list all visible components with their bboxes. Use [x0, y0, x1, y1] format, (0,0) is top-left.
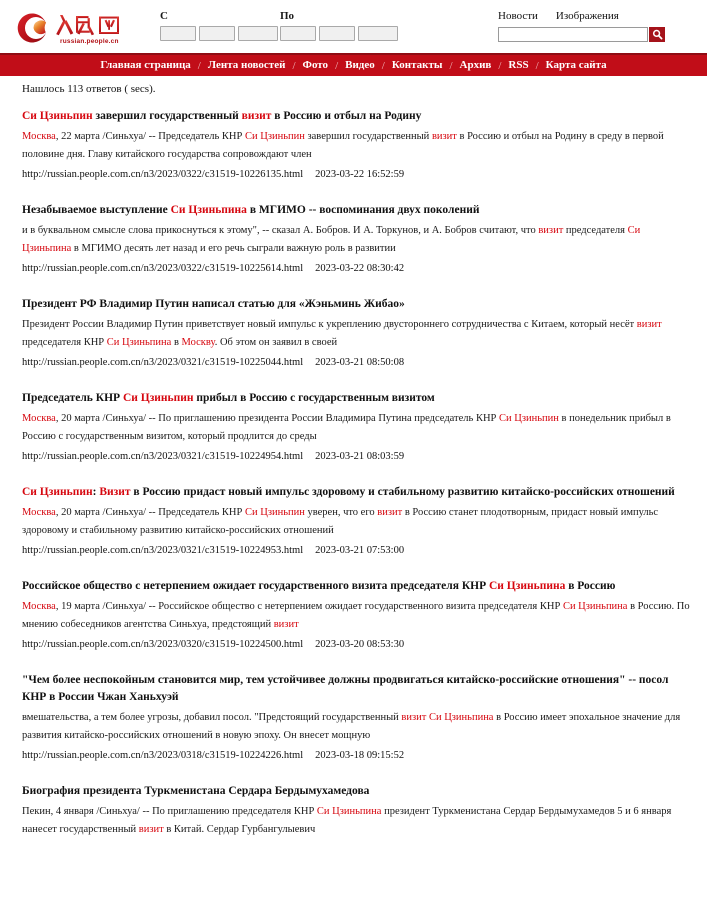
result-snippet — [22, 709, 691, 745]
result-title-text: прибыл в Россию с государственным визитом — [193, 392, 435, 404]
search-row — [472, 27, 697, 42]
result-url-link[interactable]: http://russian.people.com.cn/n3/2023/0321/c31519-10224954.html — [22, 451, 304, 462]
result-snippet-highlight: Си Цзиньпина — [316, 806, 382, 817]
date-from-month-select[interactable] — [199, 26, 235, 41]
result-snippet-text: и в буквальном смысле слова прикоснуться к этому", -- сказал А. Бобров. И А. Торкунов, и А. Бобров считают, что — [22, 225, 539, 236]
result-title-highlight: Си Цзиньпин — [122, 392, 194, 404]
result-snippet-text: в Китай. Сердар Гурбангулыевич — [163, 824, 316, 835]
search-results-page — [0, 76, 707, 839]
nav-item-2[interactable]: Фото — [302, 59, 329, 71]
date-to-day-select[interactable] — [280, 26, 316, 41]
result-title-link[interactable] — [22, 108, 691, 125]
nav-separator: / — [197, 59, 201, 72]
result-title-link[interactable] — [22, 672, 691, 706]
result-title-link[interactable] — [22, 578, 691, 595]
result-snippet-highlight: визит Си Цзиньпина — [401, 712, 494, 723]
result-date: 2023-03-22 16:52:59 — [315, 169, 405, 180]
result-snippet-text: в Россию имеет эпохальное значение для развития китайско-российских отношений в новую эпоху. Он внесет мощную — [22, 712, 681, 741]
result-snippet-text: вмешательства, а тем более угрозы, добавил посол. "Предстоящий государственный — [22, 712, 402, 723]
nav-item-0[interactable]: Главная страница — [100, 59, 191, 71]
result-snippet-text: . Об этом он заявил в своей — [214, 337, 338, 348]
result-snippet-highlight: Си Цзиньпина — [22, 225, 641, 254]
result-date: 2023-03-21 07:53:00 — [315, 545, 405, 556]
date-to-label: По — [280, 10, 295, 22]
nav-items-container — [94, 59, 612, 72]
result-title-highlight: визит — [241, 110, 272, 122]
result-snippet-highlight: визит — [636, 319, 662, 330]
result-snippet-highlight: Си Цзиньпин — [244, 507, 305, 518]
result-snippet-highlight: Москву — [181, 337, 215, 348]
result-title-highlight: Си Цзиньпина — [489, 580, 566, 592]
search-icon — [652, 29, 663, 40]
nav-item-5[interactable]: Архив — [459, 59, 492, 71]
result-title-text: в МГИМО -- воспоминания двух поколений — [246, 204, 480, 216]
result-title-text: Президент РФ Владимир Путин написал статью для «Жэньминь Жибао» — [22, 298, 405, 310]
result-url-link[interactable]: http://russian.people.com.cn/n3/2023/0318/c31519-10224226.html — [22, 750, 304, 761]
search-result-item — [22, 390, 691, 465]
result-snippet — [22, 316, 691, 352]
date-to-year-select[interactable] — [358, 26, 398, 41]
result-snippet-highlight: Москва — [22, 601, 56, 612]
nav-separator: / — [292, 59, 296, 72]
search-result-item — [22, 202, 691, 277]
nav-item-6[interactable]: RSS — [508, 59, 529, 71]
date-from-year-select[interactable] — [238, 26, 278, 41]
result-snippet-highlight: Си Цзиньпин — [499, 413, 559, 424]
result-url-link[interactable]: http://russian.people.com.cn/n3/2023/0322/c31519-10225614.html — [22, 263, 304, 274]
result-snippet-text: Пекин, 4 января /Синьхуа/ -- По приглашению председателя КНР — [22, 806, 317, 817]
result-title-link[interactable] — [22, 484, 691, 501]
result-title-highlight: Визит — [99, 486, 131, 498]
nav-item-1[interactable]: Лента новостей — [207, 59, 286, 71]
result-title-link[interactable] — [22, 783, 691, 800]
result-title-text: завершил государственный — [92, 110, 242, 122]
nav-separator: / — [381, 59, 385, 72]
result-url-link[interactable]: http://russian.people.com.cn/n3/2023/0321/c31519-10225044.html — [22, 357, 304, 368]
search-area — [472, 10, 697, 42]
result-snippet-text: уверен, что его — [304, 507, 378, 518]
result-title-text: Биография президента Туркменистана Сердара Бердымухамедова — [22, 785, 370, 797]
nav-item-3[interactable]: Видео — [345, 59, 375, 71]
result-url-link[interactable]: http://russian.people.com.cn/n3/2023/0321/c31519-10224953.html — [22, 545, 304, 556]
result-meta — [22, 166, 691, 183]
result-title-text: в Россию придаст новый импульс здоровому и стабильному развитию китайско-российских отношений — [130, 486, 675, 498]
search-result-item — [22, 672, 691, 764]
result-title-link[interactable] — [22, 296, 691, 313]
result-snippet-text: в Россию. По мнению собеседников агентства Синьхуа, предстоящий — [22, 601, 690, 630]
result-snippet-highlight: Си Цзиньпин — [244, 131, 305, 142]
result-snippet-highlight: визит — [538, 225, 564, 236]
date-to-group — [280, 8, 398, 41]
result-snippet-highlight: Си Цзиньпина — [106, 337, 172, 348]
result-snippet-text: завершил государственный — [304, 131, 432, 142]
result-snippet-highlight: Си Цзиньпина — [562, 601, 628, 612]
result-snippet-highlight: Москва — [22, 131, 56, 142]
search-result-item — [22, 108, 691, 183]
search-result-item — [22, 484, 691, 559]
result-snippet — [22, 504, 691, 540]
search-input[interactable] — [498, 27, 648, 42]
result-snippet — [22, 598, 691, 634]
result-snippet-highlight: Москва — [22, 507, 56, 518]
result-snippet-text: в Россию и отбыл на Родину в среду в первой половине дня. Главу китайского государства сопровождают член — [22, 131, 664, 160]
result-title-text: : — [92, 486, 100, 498]
nav-separator: / — [335, 59, 339, 72]
result-url-link[interactable]: http://russian.people.com.cn/n3/2023/0320/c31519-10224500.html — [22, 639, 304, 650]
result-title-highlight: Си Цзиньпина — [170, 204, 247, 216]
result-title-text: Российское общество с нетерпением ожидает государственного визита председателя КНР — [22, 580, 489, 592]
result-meta — [22, 354, 691, 371]
result-snippet-highlight: визит — [377, 507, 403, 518]
site-header — [0, 0, 707, 53]
result-snippet-text: в МГИМО десять лет назад и его речь сыграли важную роль в развитии — [71, 243, 396, 254]
search-result-item — [22, 296, 691, 371]
result-snippet — [22, 410, 691, 446]
result-meta — [22, 747, 691, 764]
date-from-group — [160, 8, 278, 41]
nav-item-7[interactable]: Карта сайта — [545, 59, 607, 71]
logo-domain-text: russian.people.cn — [60, 38, 119, 45]
date-from-day-select[interactable] — [160, 26, 196, 41]
site-logo[interactable] — [16, 7, 128, 47]
search-result-item — [22, 578, 691, 653]
tab-images[interactable]: Изображения — [555, 10, 619, 22]
result-date: 2023-03-21 08:50:08 — [315, 357, 405, 368]
people-daily-logo-icon — [16, 7, 128, 47]
result-date: 2023-03-22 08:30:42 — [315, 263, 405, 274]
nav-separator: / — [498, 59, 502, 72]
result-snippet-text: , 20 марта /Синьхуа/ -- Председатель КНР — [55, 507, 245, 518]
tab-news[interactable]: Новости — [498, 10, 538, 22]
result-title-text: Незабываемое выступление — [22, 204, 171, 216]
result-url-link[interactable]: http://russian.people.com.cn/n3/2023/0322/c31519-10226135.html — [22, 169, 304, 180]
result-snippet-text: в Россию станет плодотворным, придаст новый импульс здоровому и стабильному развитию китайско-российских отношений — [22, 507, 659, 536]
result-snippet-text: в — [171, 337, 182, 348]
result-date: 2023-03-20 08:53:30 — [315, 639, 405, 650]
result-snippet-text: председателя — [563, 225, 628, 236]
result-snippet-text: Президент России Владимир Путин приветствует новый импульс к укреплению двустороннего сотрудничества с Китаем, который несёт — [22, 319, 637, 330]
date-from-label: С — [160, 10, 168, 22]
results-count: Нашлось 113 ответов ( secs). — [22, 83, 156, 95]
result-snippet-highlight: Москва — [22, 413, 56, 424]
result-title-highlight: Си Цзиньпин — [22, 486, 93, 498]
result-meta — [22, 636, 691, 653]
result-snippet-text: , 22 марта /Синьхуа/ -- Председатель КНР — [55, 131, 245, 142]
search-button[interactable] — [649, 27, 665, 42]
result-meta — [22, 448, 691, 465]
nav-separator: / — [535, 59, 539, 72]
result-snippet — [22, 803, 691, 839]
date-to-month-select[interactable] — [319, 26, 355, 41]
search-result-item — [22, 783, 691, 839]
result-snippet-text: президент Туркменистана Сердар Бердымухамедов 5 и 6 января нанесет государственный — [22, 806, 672, 835]
search-scope-tabs — [472, 10, 697, 23]
result-snippet-highlight: визит — [138, 824, 164, 835]
result-snippet-highlight: визит — [431, 131, 457, 142]
result-meta — [22, 260, 691, 277]
result-title-text: в Россию и отбыл на Родину — [271, 110, 422, 122]
result-snippet-text: председателя КНР — [22, 337, 107, 348]
main-navigation — [0, 53, 707, 76]
result-title-highlight: Си Цзиньпин — [22, 110, 93, 122]
result-title-link[interactable] — [22, 202, 691, 219]
result-title-text: Председатель КНР — [22, 392, 123, 404]
result-title-text: в Россию — [565, 580, 616, 592]
result-meta — [22, 542, 691, 559]
result-snippet-highlight: визит — [273, 619, 299, 630]
nav-item-4[interactable]: Контакты — [391, 59, 443, 71]
result-date: 2023-03-18 09:15:52 — [315, 750, 405, 761]
result-snippet-text: в понедельник прибыл в Россию с государственным визитом, который продлится до среды — [22, 413, 671, 442]
result-title-text: "Чем более неспокойным становится мир, тем устойчивее должны продвигаться китайско-российские отношения" -- посол КНР в России Чжан Ханьхуэй — [22, 674, 669, 703]
result-snippet — [22, 128, 691, 164]
results-list — [16, 108, 691, 839]
result-date: 2023-03-21 08:03:59 — [315, 451, 405, 462]
result-snippet-text: , 19 марта /Синьхуа/ -- Российское общество с нетерпением ожидает государственного визита председателя КНР — [55, 601, 563, 612]
result-snippet — [22, 222, 691, 258]
nav-separator: / — [449, 59, 453, 72]
result-snippet-text: , 20 марта /Синьхуа/ -- По приглашению президента России Владимира Путина председатель КНР — [55, 413, 500, 424]
result-title-link[interactable] — [22, 390, 691, 407]
